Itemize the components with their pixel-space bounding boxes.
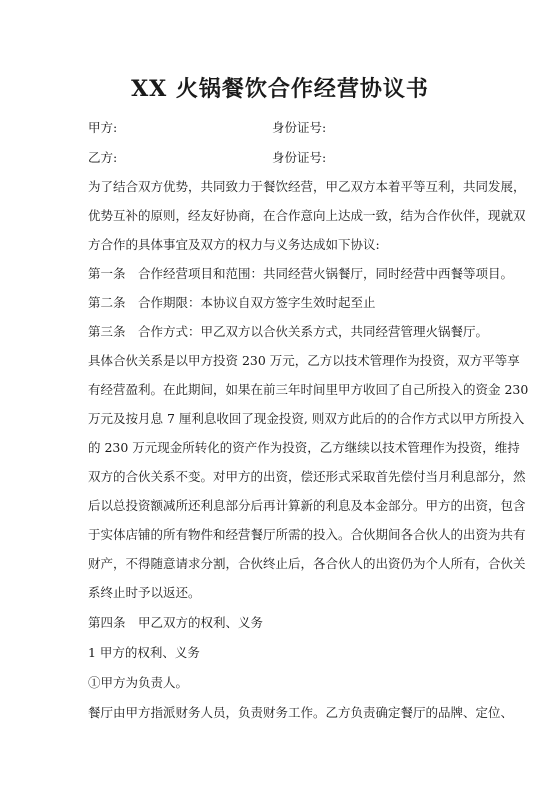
article-2: 第二条 合作期限：本协议自双方签字生效时起至止 (88, 295, 376, 310)
body-line: 为了结合双方优势，共同致力于餐饮经营，甲乙双方本着平等互利，共同发展， (88, 179, 526, 194)
body-line: 系终止时予以返还。 (88, 585, 201, 600)
party-b-id-label: 身份证号: (272, 150, 327, 165)
party-a-label: 甲方: (88, 120, 118, 135)
party-b-label: 乙方: (88, 150, 118, 165)
body-line: 有经营盈利。在此期间，如果在前三年时间里甲方收回了自己所投入的资金 230 (88, 382, 529, 397)
body-line: 的 230 万元现金所转化的资产作为投资，乙方继续以技术管理作为投资，维持 (88, 440, 520, 455)
list-item: ①甲方为负责人。 (88, 675, 189, 690)
body-line: 具体合伙关系是以甲方投资 230 万元，乙方以技术管理作为投资，双方平等享 (88, 353, 520, 368)
body-line: 万元及按月息 7 厘利息收回了现金投资, 则双方此后的的合作方式以甲方所投入 (88, 411, 525, 426)
body-line: 双方的合伙关系不变。对甲方的出资，偿还形式采取首先偿付当月利息部分，然 (88, 469, 526, 484)
article-1: 第一条 合作经营项目和范围：共同经营火锅餐厅，同时经营中西餐等项目。 (88, 266, 514, 281)
body-line: 后以总投资额减所还利息部分后再计算新的利息及本金部分。甲方的出资，包含 (88, 498, 526, 513)
document-title: XX 火锅餐饮合作经营协议书 (131, 76, 429, 102)
body-line: 餐厅由甲方指派财务人员，负责财务工作。乙方负责确定餐厅的品牌、定位、 (88, 705, 514, 720)
body-line: 财产，不得随意请求分割，合伙终止后，各合伙人的出资仍为个人所有，合伙关 (88, 556, 526, 571)
body-line: 于实体店铺的所有物件和经营餐厅所需的投入。合伙期间各合伙人的出资为共有 (88, 527, 526, 542)
body-line: 方合作的具体事宜及双方的权力与义务达成如下协议: (88, 237, 380, 252)
article-4: 第四条 甲乙双方的权利、义务 (88, 615, 264, 630)
article-3: 第三条 合作方式：甲乙双方以合伙关系方式，共同经营管理火锅餐厅。 (88, 324, 489, 339)
body-line: 优势互补的原则，经友好协商，在合作意向上达成一致，结为合作伙伴，现就双 (88, 208, 526, 223)
party-a-id-label: 身份证号: (272, 120, 327, 135)
section-heading: 1 甲方的权利、义务 (88, 645, 200, 660)
